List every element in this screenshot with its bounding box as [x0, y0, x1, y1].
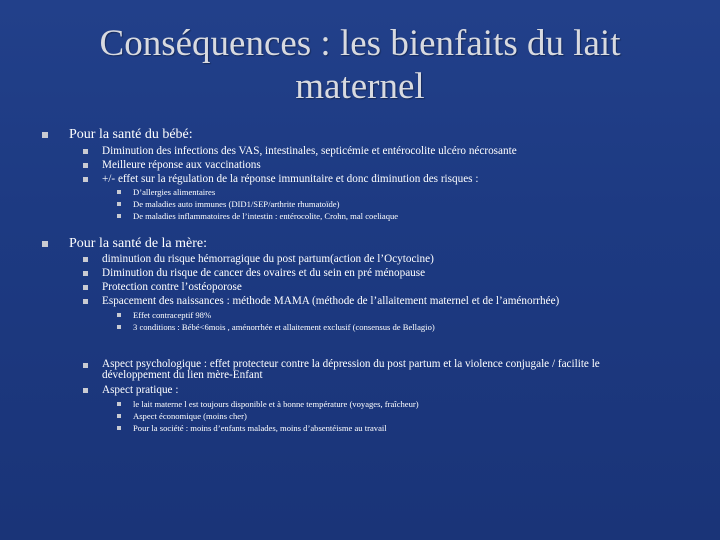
square-bullet-icon [83, 149, 88, 154]
square-bullet-icon [117, 402, 121, 406]
square-bullet-icon [42, 132, 48, 138]
square-bullet-icon [117, 214, 121, 218]
square-bullet-icon [117, 325, 121, 329]
list-item: Aspect pratique : [102, 384, 178, 397]
list-subitem: De maladies inflammatoires de l’intestin : entérocolite, Crohn, mal coeliaque [133, 211, 398, 221]
slide-title: Conséquences : les bienfaits du lait maternel [99, 23, 621, 107]
square-bullet-icon [83, 285, 88, 290]
list-subitem: 3 conditions : Bébé<6mois , aménorrhée et allaitement exclusif (consensus de Bellagio) [133, 322, 435, 332]
square-bullet-icon [117, 202, 121, 206]
list-item: Protection contre l’ostéoporose [102, 281, 242, 294]
list-item: diminution du risque hémorragique du post partum(action de l’Ocytocine) [102, 253, 434, 266]
list-item: +/- effet sur la régulation de la réponse immunitaire et donc diminution des risques : [102, 173, 478, 186]
list-subitem: le lait materne l est toujours disponible et à bonne température (voyages, fraîcheur) [133, 399, 419, 409]
square-bullet-icon [117, 313, 121, 317]
square-bullet-icon [117, 426, 121, 430]
list-item: Meilleure réponse aux vaccinations [102, 159, 261, 172]
square-bullet-icon [83, 299, 88, 304]
list-subitem: D’allergies alimentaires [133, 187, 215, 197]
square-bullet-icon [83, 388, 88, 393]
square-bullet-icon [117, 414, 121, 418]
list-subitem: Aspect économique (moins cher) [133, 411, 247, 421]
list-subitem: De maladies auto immunes (DID1/SEP/arthrite rhumatoïde) [133, 199, 339, 209]
square-bullet-icon [117, 190, 121, 194]
list-item: Aspect psychologique : effet protecteur contre la dépression du post partum et la violence conjugale / facilite le développement du lien mère-Enfant [102, 359, 647, 381]
list-item: Diminution des infections des VAS, intestinales, septicémie et entérocolite ulcéro nécrosante [102, 145, 517, 158]
list-item: Espacement des naissances : méthode MAMA (méthode de l’allaitement maternel et de l’aménorrhée) [102, 295, 559, 308]
square-bullet-icon [83, 363, 88, 368]
square-bullet-icon [83, 271, 88, 276]
list-subitem: Pour la société : moins d’enfants malades, moins d’absentéisme au travail [133, 423, 387, 433]
square-bullet-icon [83, 163, 88, 168]
section-heading-baby: Pour la santé du bébé: [69, 127, 193, 143]
section-heading-mother: Pour la santé de la mère: [69, 236, 207, 252]
square-bullet-icon [42, 241, 48, 247]
square-bullet-icon [83, 177, 88, 182]
square-bullet-icon [83, 257, 88, 262]
list-subitem: Effet contraceptif 98% [133, 310, 211, 320]
list-item: Diminution du risque de cancer des ovaires et du sein en pré ménopause [102, 267, 425, 280]
